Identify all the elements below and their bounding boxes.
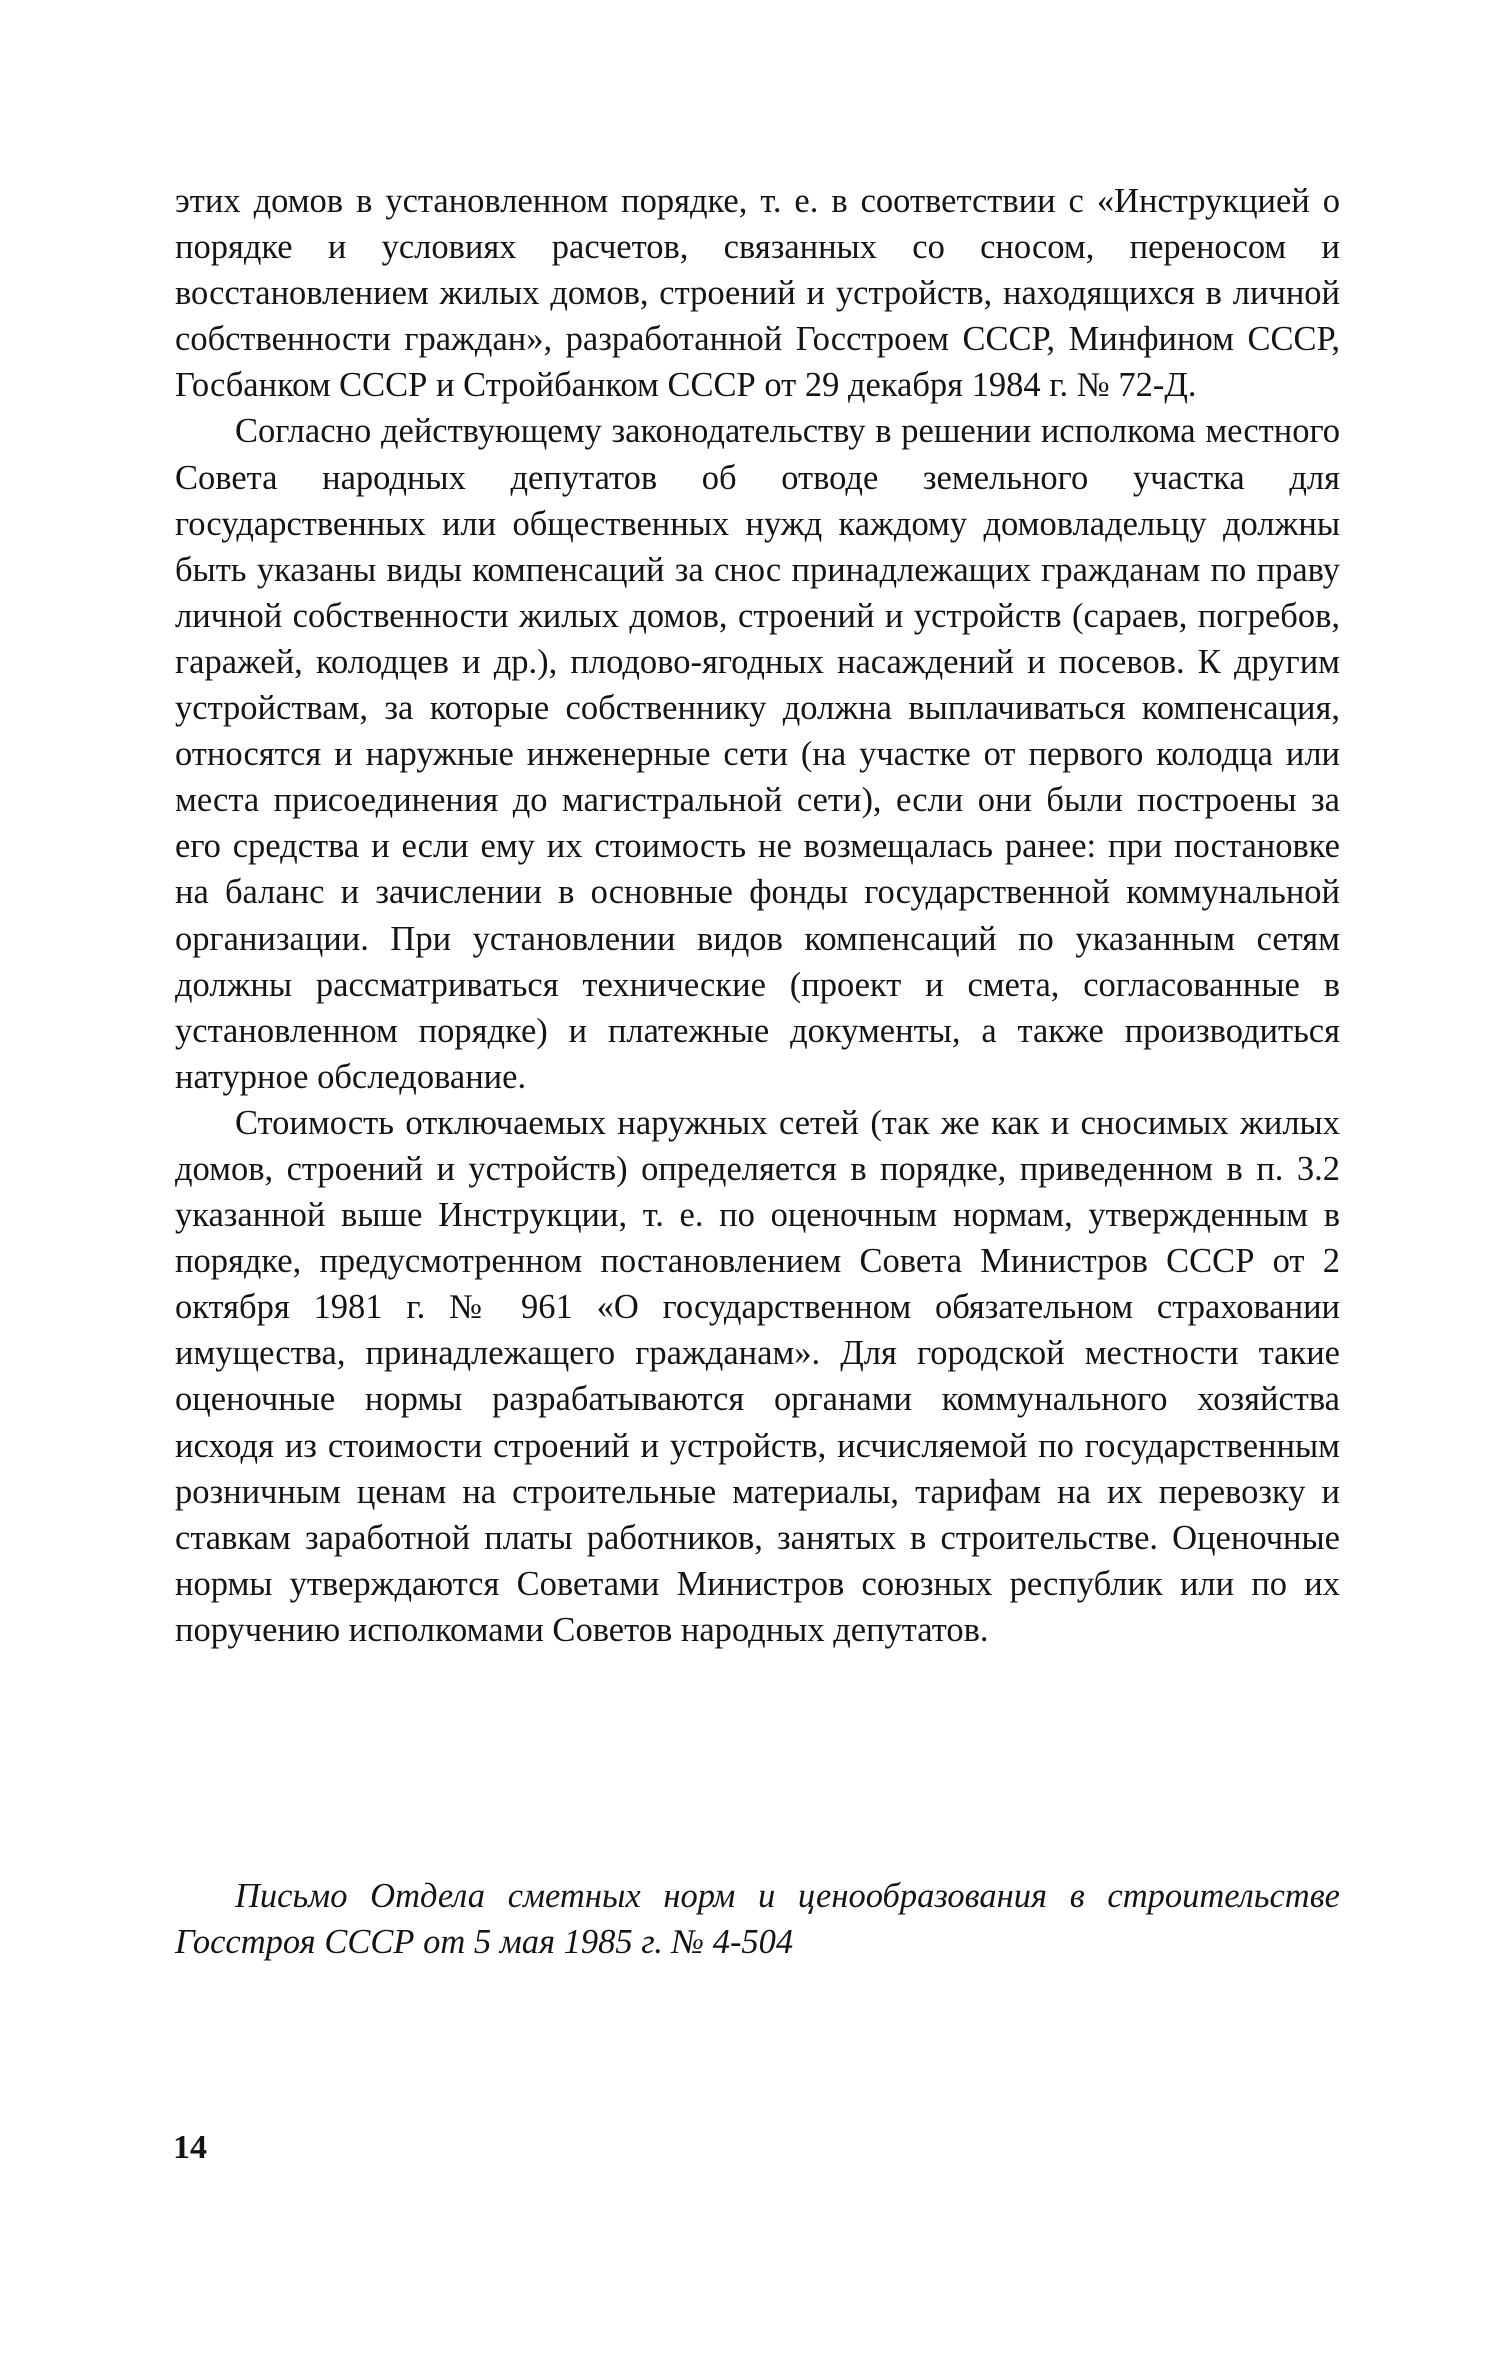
letter-reference: Письмо Отдела сметных норм и ценообразования в строительстве Госстроя СССР от 5 мая 1985 г. № 4-504 [175, 1876, 1340, 1961]
paragraph-continuation: этих домов в установленном порядке, т. е. в соответствии с «Инструкцией о порядке и условиях расчетов, связанных со сносом, переносом и восстановлением жилых домов, строений и устройств, находящихся в личной собственности граждан», разработанной Госстроем СССР, Минфином СССР, Госбанком СССР и Стройбанком СССР от 29 декабря 1984 г. № 72-Д. [175, 182, 1340, 405]
paragraph-network-cost: Стоимость отключаемых наружных сетей (так же как и сносимых жилых домов, строений и устройств) определяется в порядке, приведенном в п. 3.2 указанной выше Инструкции, т. е. по оценочным нормам, утвержденным в порядке, предусмотренном постановлением Совета Министров СССР от 2 октября 1981 г. № 961 «О государственном обязательном страховании имущества, принадлежащего гражданам». Для городской местности такие оценочные нормы разрабатываются органами коммунального хозяйства исходя из стоимости строений и устройств, исчисляемой по государственным розничным ценам на строительные материалы, тарифам на их перевозку и ставкам заработной платы работников, занятых в строительстве. Оценочные нормы утверждаются Советами Министров союзных республик или по их поручению исполкомами Советов народных депутатов. [175, 1103, 1340, 1649]
body-text [175, 178, 1340, 1653]
page-number: 14 [173, 2129, 207, 2166]
paragraph-compensation: Согласно действующему законодательству в решении исполкома местного Совета народных депутатов об отводе земельного участка для государственных или общественных нужд каждому домовладельцу должны быть указаны виды компенсаций за снос принадлежащих гражданам по праву личной собственности жилых домов, строений и устройств (сараев, погребов, гаражей, колодцев и др.), плодово-ягодных насаждений и посевов. К другим устройствам, за которые собственнику должна выплачиваться компенсация, относятся и наружные инженерные сети (на участке от первого колодца или места присоединения до магистральной сети), если они были построены за его средства и если ему их стоимость не возмещалась ранее: при постановке на баланс и зачислении в основные фонды государственной коммунальной организации. При установлении видов компенсаций по указанным сетям должны рассматриваться технические (проект и смета, согласованные в установленном порядке) и платежные документы, а также производиться натурное обследование. [175, 412, 1340, 1096]
